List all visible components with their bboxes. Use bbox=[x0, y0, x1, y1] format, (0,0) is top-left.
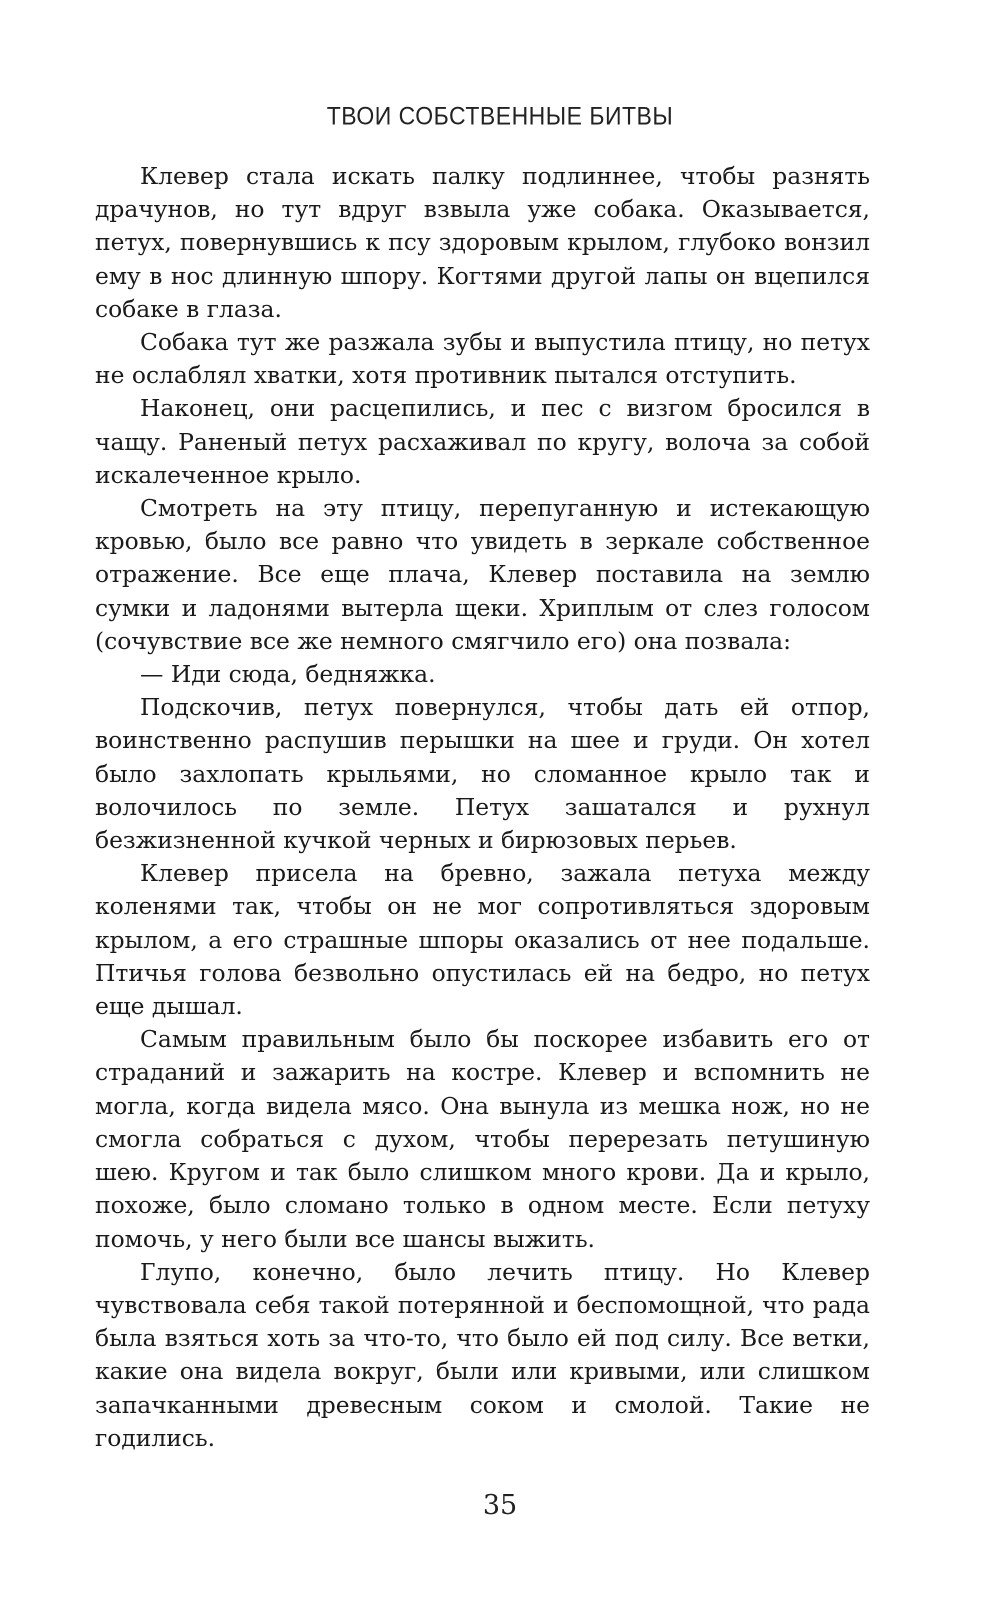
body-text bbox=[95, 160, 870, 1455]
paragraph: Клевер присела на бревно, зажала петуха между коленями так, чтобы он не мог сопротивляться здоровым крылом, а его страшные шпоры оказались от нее подальше. Птичья голова безвольно опустилась ей на бедро, но петух еще дышал. bbox=[95, 859, 870, 1021]
dialogue-line: — Иди сюда, бедняжка. bbox=[140, 660, 436, 689]
page-number: 35 bbox=[482, 1490, 518, 1521]
paragraph: Наконец, они расцепились, и пес с визгом бросился в чащу. Раненый петух расхаживал по кругу, волоча за собой искалеченное крыло. bbox=[95, 394, 870, 489]
paragraph: Смотреть на эту птицу, перепуганную и истекающую кровью, было все равно что увидеть в зеркале собственное отражение. Все еще плача, Клевер поставила на землю сумки и ладонями вытерла щеки. Хриплым от слез голосом (сочувствие все же немного смягчило его) она позвала: bbox=[95, 494, 870, 655]
paragraph: Глупо, конечно, было лечить птицу. Но Клевер чувствовала себя такой потерянной и беспомощной, что рада была взяться хоть за что-то, что было ей под силу. Все ветки, какие она видела вокруг, были или кривыми, или слишком запачканными древесным соком и смолой. Такие не годились. bbox=[95, 1257, 870, 1452]
paragraph: Собака тут же разжала зубы и выпустила птицу, но петух не ослаблял хватки, хотя противник пытался отступить. bbox=[95, 328, 870, 390]
running-head: ТВОИ СОБСТВЕННЫЕ БИТВЫ bbox=[326, 101, 674, 130]
paragraph: Самым правильным было бы поскорее избавить его от страданий и зажарить на костре. Клевер и вспомнить не могла, когда видела мясо. Она вынула из мешка нож, но не смогла собраться с духом, чтобы перерезать петушиную шею. Кругом и так было слишком много крови. Да и крыло, похоже, было сломано только в одном месте. Если петуху помочь, у него были все шансы выжить. bbox=[95, 1025, 870, 1253]
paragraph: Клевер стала искать палку подлиннее, чтобы разнять драчунов, но тут вдруг взвыла уже собака. Оказывается, петух, повернувшись к псу здоровым крылом, глубоко вонзил ему в нос длинную шпору. Когтями другой лапы он вцепился собаке в глаза. bbox=[95, 162, 870, 323]
paragraph: Подскочив, петух повернулся, чтобы дать ей отпор, воинственно распушив перышки на шее и груди. Он хотел было захлопать крыльями, но сломанное крыло так и волочилось по земле. Петух зашатался и рухнул безжизненной кучкой черных и бирюзовых перьев. bbox=[95, 693, 870, 855]
